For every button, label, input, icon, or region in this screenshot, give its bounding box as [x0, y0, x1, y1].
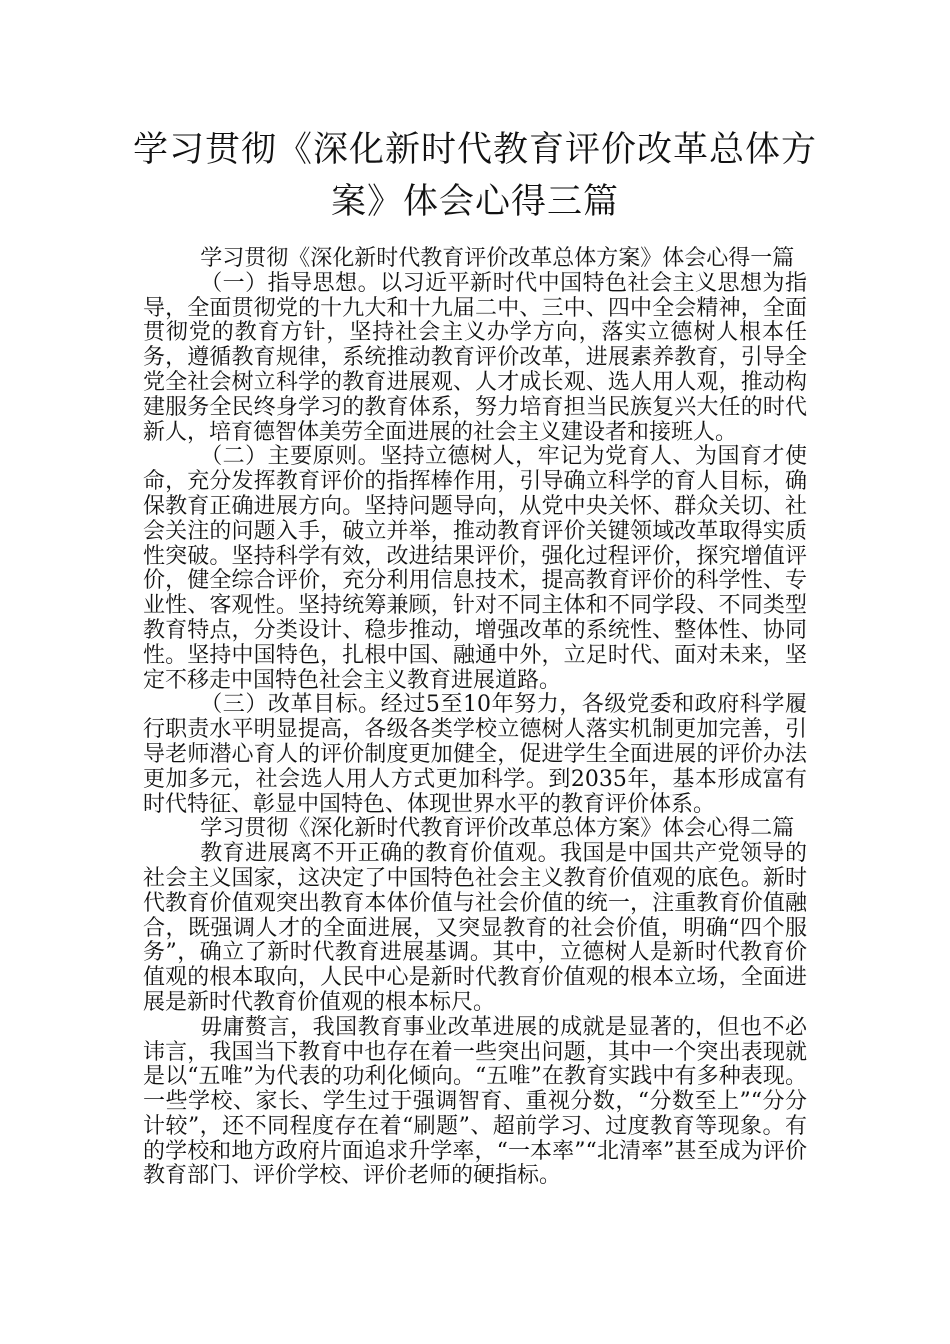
- document-body: [143, 247, 807, 1189]
- section-heading-1: 学习贯彻《深化新时代教育评价改革总体方案》体会心得一篇: [200, 246, 795, 271]
- section-heading-2: 学习贯彻《深化新时代教育评价改革总体方案》体会心得二篇: [200, 816, 795, 842]
- paragraph-guiding-ideology: （一）指导思想。以习近平新时代中国特色社会主义思想为指导，全面贯彻党的十九大和十九届二中、三中、四中全会精神，全面贯彻党的教育方针，坚持社会主义办学方向，落实立德树人根本任务，遵循教育规律，系统推动教育评价改革，进展素养教育，引导全党全社会树立科学的教育进展观、人才成长观、选人用人观，推动构建服务全民终身学习的教育体系，努力培育担当民族复兴大任的时代新人，培育德智体美劳全面进展的社会主义建设者和接班人。: [143, 270, 807, 445]
- paragraph-five-only-issue: 毋庸赘言，我国教育事业改革进展的成就是显著的，但也不必讳言，我国当下教育中也存在着一些突出问题，其中一个突出表现就是以“五唯”为代表的功利化倾向。“五唯”在教育实践中有多种表现。一些学校、家长、学生过于强调智育、重视分数，“分数至上”“分分计较”，还不同程度存在着“刷题”、超前学习、过度教育等现象。有的学校和地方政府片面追求升学率，“一本率”“北清率”甚至成为评价教育部门、评价学校、评价老师的硬指标。: [143, 1014, 807, 1189]
- paragraph-main-principles: （二）主要原则。坚持立德树人，牢记为党育人、为国育才使命，充分发挥教育评价的指挥棒作用，引导确立科学的育人目标，确保教育正确进展方向。坚持问题导向，从党中央关怀、群众关切、社会关注的问题入手，破立并举，推动教育评价关键领域改革取得实质性突破。坚持科学有效，改进结果评价，强化过程评价，探究增值评价，健全综合评价，充分利用信息技术，提高教育评价的科学性、专业性、客观性。坚持统筹兼顾，针对不同主体和不同学段、不同类型教育特点，分类设计、稳步推动，增强改革的系统性、整体性、协同性。坚持中国特色，扎根中国、融通中外，立足时代、面对未来，坚定不移走中国特色社会主义教育进展道路。: [143, 444, 807, 693]
- paragraph-reform-goals: （三）改革目标。经过5至10年努力，各级党委和政府科学履行职责水平明显提高，各级各类学校立德树人落实机制更加完善，引导老师潜心育人的评价制度更加健全，促进学生全面进展的评价办法更加多元，社会选人用人方式更加科学。到2035年，基本形成富有时代特征、彰显中国特色、体现世界水平的教育评价体系。: [143, 692, 807, 817]
- paragraph-education-values: 教育进展离不开正确的教育价值观。我国是中国共产党领导的社会主义国家，这决定了中国特色社会主义教育价值观的底色。新时代教育价值观突出教育本体价值与社会价值的统一，注重教育价值融合，既强调人才的全面进展，又突显教育的社会价值，明确“四个服务”，确立了新时代教育进展基调。其中，立德树人是新时代教育价值观的根本取向，人民中心是新时代教育价值观的根本立场，全面进展是新时代教育价值观的根本标尺。: [143, 841, 807, 1015]
- document-title: 学习贯彻《深化新时代教育评价改革总体方案》体会心得三篇: [132, 130, 817, 222]
